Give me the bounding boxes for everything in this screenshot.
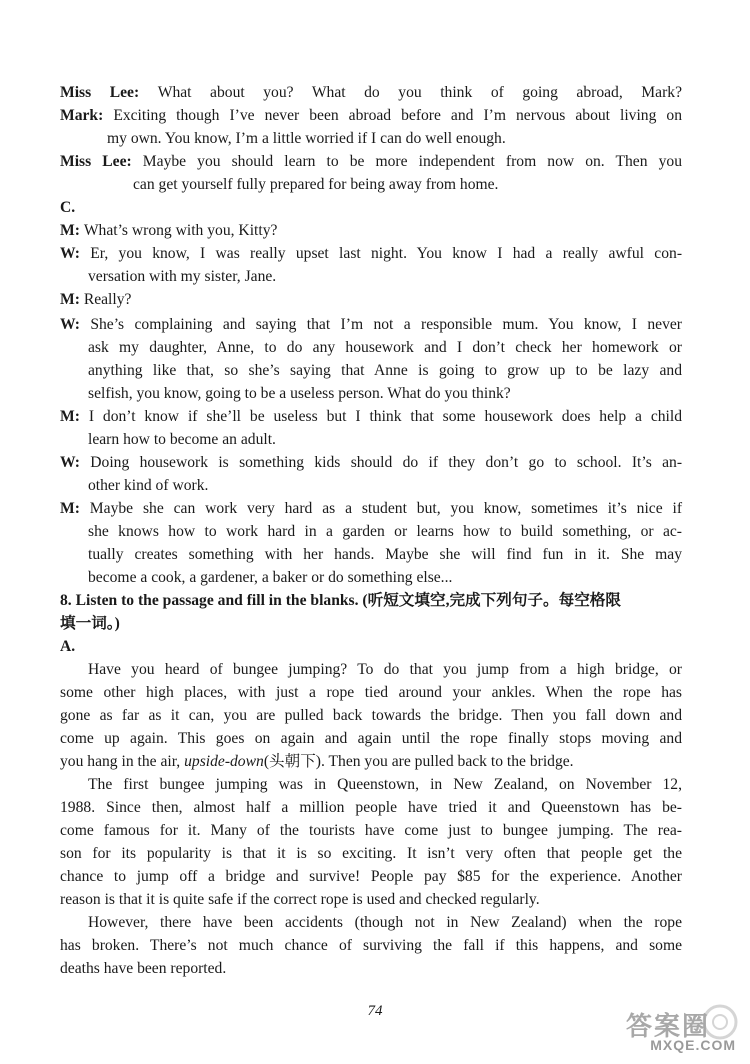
dialogue-line xyxy=(88,566,682,589)
passage-line: come famous for it. Many of the tourists have come just to bungee jumping. The rea- xyxy=(60,822,682,839)
dialogue-line: W: Er, you know, I was really upset last night. You know I had a really awful con- xyxy=(60,245,683,262)
dialogue-text: I don’t know if she’ll be useless but I think that some housework does help a child xyxy=(88,408,683,425)
speaker-label: M xyxy=(60,408,75,425)
dialogue-text: Er, you know, I was really upset last night. You know I had a really awful con- xyxy=(90,245,683,262)
speaker-label: W xyxy=(60,316,75,333)
dialogue-line xyxy=(88,428,682,451)
dialogue-text: anything like that, so she’s saying that Anne is going to grow up to be lazy and xyxy=(88,362,682,379)
dialogue-text: Exciting though I’ve never been abroad before and I’m nervous about living on xyxy=(113,107,682,124)
dialogue-line xyxy=(107,127,682,150)
dialogue-line: Mark: Exciting though I’ve never been abroad before and I’m nervous about living on xyxy=(60,107,682,124)
speaker-label: M xyxy=(60,291,75,308)
speaker-label: W xyxy=(60,454,75,471)
dialogue-text: she knows how to work hard in a garden or learns how to build something, or ac- xyxy=(88,523,682,540)
dialogue-line xyxy=(88,265,682,288)
dialogue-text: What about you? What do you think of going abroad, Mark? xyxy=(157,84,682,101)
passage-line: son for its popularity is that it is so exciting. It isn’t very often that people get the xyxy=(60,845,682,862)
dialogue-line: M: I don’t know if she’ll be useless but I think that some housework does help a child xyxy=(60,408,683,425)
section-label: C. xyxy=(60,199,76,216)
passage-line: reason is that it is quite safe if the correct rope is used and checked regularly. xyxy=(60,891,540,908)
dialogue-line: Miss Lee: What about you? What do you think of going abroad, Mark? xyxy=(60,84,682,101)
passage-line: chance to jump off a bridge and survive! People pay $85 for the experience. Another xyxy=(60,868,682,885)
passage-line: However, there have been accidents (though not in New Zealand) when the rope xyxy=(88,914,682,931)
question-8-instruction: 8. Listen to the passage and fill in the blanks. (听短文填空,完成下列句子。每空格限 xyxy=(60,592,621,609)
passage-line: has broken. There’s not much chance of surviving the fall if this happens, and some xyxy=(60,937,682,954)
dialogue-text: ask my daughter, Anne, to do any housework and I don’t check her homework or xyxy=(88,339,682,356)
dialogue-text: She’s complaining and saying that I’m not a responsible mum. You know, I never xyxy=(90,316,683,333)
dialogue-text: Really? xyxy=(83,291,132,308)
speaker-label: M xyxy=(60,500,75,517)
speaker-label: M xyxy=(60,222,75,239)
dialogue-text: tually creates something with her hands. Maybe she will find fun in it. She may xyxy=(88,546,682,563)
speaker-label: Mark xyxy=(60,107,99,124)
dialogue-line: W: Doing housework is something kids should do if they don’t go to school. It’s an- xyxy=(60,454,683,471)
watermark-title: 答案圈 xyxy=(625,1011,710,1041)
dialogue-text: Maybe you should learn to be more independent from now on. Then you xyxy=(142,153,682,170)
question-8-instruction-cont: 填一词。) xyxy=(60,615,120,632)
watermark-url: MXQE.COM xyxy=(650,1037,736,1053)
dialogue-line xyxy=(133,173,682,196)
dialogue-line: M: What’s wrong with you, Kitty? xyxy=(60,222,278,239)
dialogue-text: Doing housework is something kids should do if they don’t go to school. It’s an- xyxy=(90,454,683,471)
dialogue-text: learn how to become an adult. xyxy=(88,431,276,448)
speaker-label: W xyxy=(60,245,75,262)
page-number: 74 xyxy=(367,1003,383,1019)
passage-line: come up again. This goes on again and again until the rope finally stops moving and xyxy=(60,730,682,747)
dialogue-line xyxy=(88,474,682,497)
dialogue-line xyxy=(88,359,682,382)
passage-line: The first bungee jumping was in Queenstown, in New Zealand, on November 12, xyxy=(88,776,682,793)
dialogue-text: versation with my sister, Jane. xyxy=(88,268,277,285)
dialogue-line: W: She’s complaining and saying that I’m not a responsible mum. You know, I never xyxy=(60,316,683,333)
dialogue-line: Miss Lee: Maybe you should learn to be more independent from now on. Then you xyxy=(60,153,682,170)
dialogue-line xyxy=(88,336,682,359)
dialogue-text: other kind of work. xyxy=(88,477,209,494)
dialogue-text: can get yourself fully prepared for being away from home. xyxy=(133,176,499,193)
dialogue-line xyxy=(88,520,682,543)
italic-term: upside-down xyxy=(184,753,264,770)
dialogue-line xyxy=(88,382,682,405)
passage-line: some other high places, with just a rope tied around your ankles. When the rope has xyxy=(60,684,682,701)
speaker-label: Miss Lee xyxy=(60,84,134,101)
dialogue-text: selfish, you know, going to be a useless person. What do you think? xyxy=(88,385,511,402)
dialogue-text: become a cook, a gardener, a baker or do something else... xyxy=(88,569,453,586)
section-label: A. xyxy=(60,638,76,655)
passage-line: Have you heard of bungee jumping? To do that you jump from a high bridge, or xyxy=(88,661,682,678)
passage-line: 1988. Since then, almost half a million people have tried it and Queenstown has be- xyxy=(60,799,682,816)
dialogue-line xyxy=(88,543,682,566)
dialogue-line: M: Maybe she can work very hard as a student but, you know, sometimes it’s nice if xyxy=(60,500,683,517)
dialogue-text: Maybe she can work very hard as a student but, you know, sometimes it’s nice if xyxy=(89,500,683,517)
dialogue-text: my own. You know, I’m a little worried if I can do well enough. xyxy=(107,130,506,147)
dialogue-line: M: Really? xyxy=(60,291,132,308)
passage-line: deaths have been reported. xyxy=(60,960,227,977)
passage-line: gone as far as it can, you are pulled back towards the bridge. Then you fall down and xyxy=(60,707,682,724)
speaker-label: Miss Lee xyxy=(60,153,127,170)
dialogue-text: What’s wrong with you, Kitty? xyxy=(83,222,278,239)
passage-line: you hang in the air, upside-down(头朝下). Then you are pulled back to the bridge. xyxy=(60,753,574,770)
